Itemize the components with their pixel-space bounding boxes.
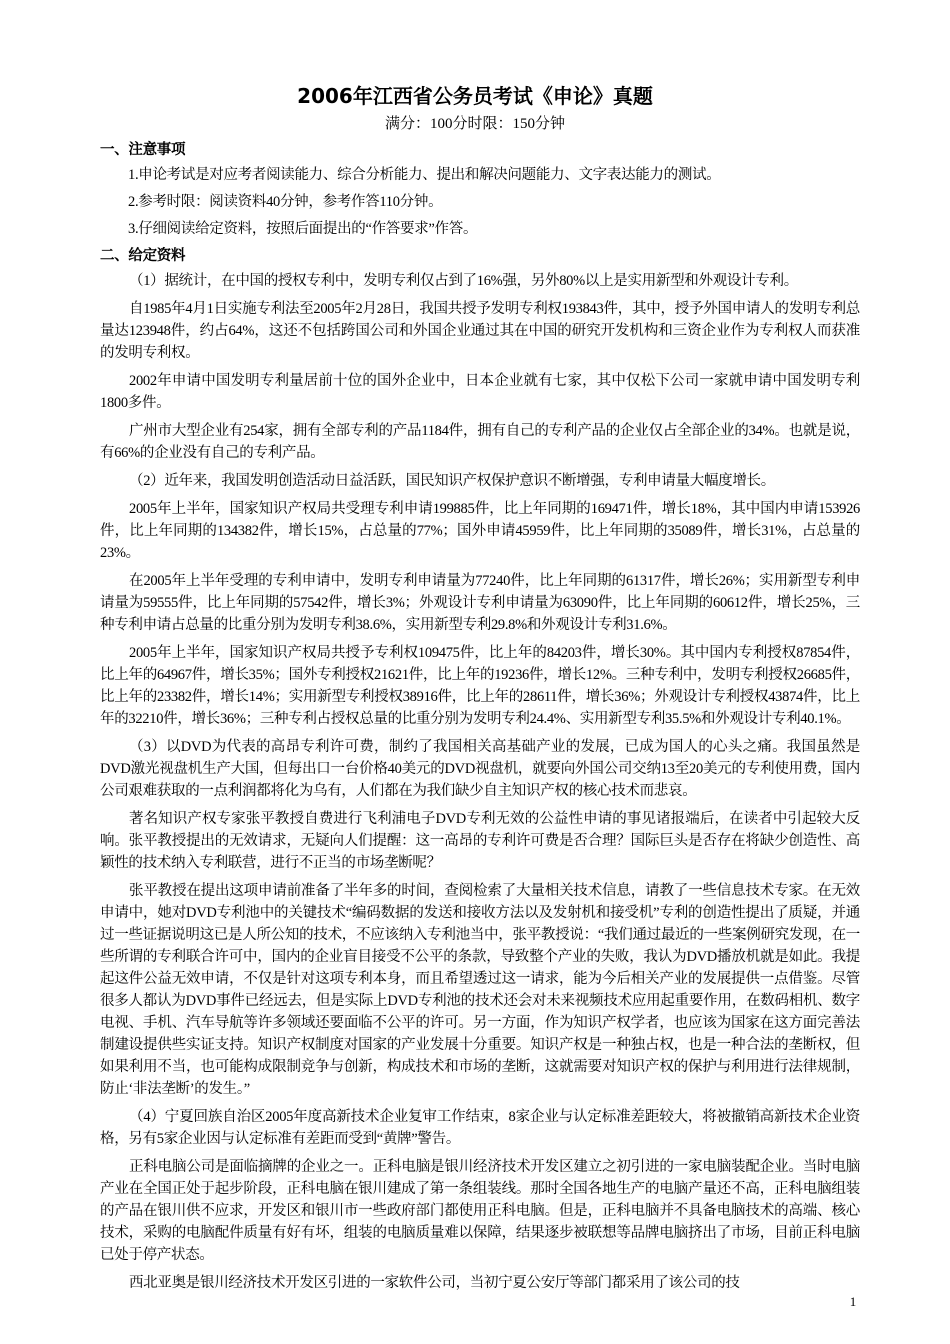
note-item: 2.参考时限：阅读资料40分钟，参考作答110分钟。 [128, 194, 443, 210]
material-paragraph: 正科电脑公司是面临摘牌的企业之一。正科电脑是银川经济技术开发区建立之初引进的一家电脑装配企业。当时电脑产业在全国正处于起步阶段，正科电脑在银川建成了第一条组装线。那时全国各地生产的电脑产量还不高，正科电脑组装的产品在银川供不应求，开发区和银川市一些政府部门都使用正科电脑。但是，正科电脑并不具备电脑技术的高端、核心技术，采购的电脑配件质量有好有坏，组装的电脑质量难以保障，结果逐步被联想等品牌电脑挤出了市场，目前正科电脑已处于停产状态。 [100, 1159, 860, 1263]
section-heading-materials: 二、给定资料 [100, 248, 186, 264]
material-paragraph: （4）宁夏回族自治区2005年度高新技术企业复审工作结束，8家企业与认定标准差距较大，将被撤销高新技术企业资格，另有5家企业因与认定标准有差距而受到“黄牌”警告。 [100, 1109, 860, 1147]
material-paragraph: 著名知识产权专家张平教授自费进行飞利浦电子DVD专利无效的公益性申请的事见诸报端后，在读者中引起较大反响。张平教授提出的无效请求，无疑向人们提醒：这一高昂的专利许可费是否合理？国际巨头是否存在将缺少创造性、高颖性的技术纳入专利联营，进行不正当的市场垄断呢？ [100, 811, 860, 871]
material-paragraph: 自1985年4月1日实施专利法至2005年2月28日，我国共授予发明专利权193843件，其中，授予外国申请人的发明专利总量达123948件，约占64%，这还不包括跨国公司和外国企业通过其在中国的研究开发机构和三资企业作为专利权人而获准的发明专利权。 [100, 301, 860, 361]
note-item: 1.申论考试是对应考者阅读能力、综合分析能力、提出和解决问题能力、文字表达能力的测试。 [128, 167, 721, 183]
page-number: 1 [849, 1294, 857, 1309]
document-body [100, 137, 860, 1300]
material-paragraph: 2002年申请中国发明专利量居前十位的国外企业中，日本企业就有七家，其中仅松下公司一家就申请中国发明专利1800多件。 [100, 373, 860, 411]
page-title: 2006年江西省公务员考试《申论》真题 [297, 84, 653, 108]
material-paragraph: （1）据统计，在中国的授权专利中，发明专利仅占到了16%强，另外80%以上是实用新型和外观设计专利。 [129, 273, 798, 289]
material-paragraph: 张平教授在提出这项申请前准备了半年多的时间，查阅检索了大量相关技术信息，请教了一些信息技术专家。在无效申请中，她对DVD专利池中的关键技术“编码数据的发送和接收方法以及发射机和接受机”专利的创造性提出了质疑，并通过一些证据说明这已是人所公知的技术，不应该纳入专利池当中，张平教授说：“我们通过最近的一些案例研究发现，在一些所谓的专利联合许可中，国内的企业盲目接受不公平的条款，导致整个产业的失败，我认为DVD播放机就是如此。我提起这件公益无效申请，不仅是针对这项专利本身，而且希望透过这一请求，能为今后相关产业的发展提供一点借鉴。尽管很多人都认为DVD事件已经远去，但是实际上DVD专利池的技术还会对未来视频技术应用起重要作用，在数码相机、数字电视、手机、汽车导航等许多领域还要面临不公平的许可。另一方面，作为知识产权学者，也应该为国家在这方面完善法制建设提供些实证支持。知识产权制度对国家的产业发展十分重要。知识产权是一种独占权，也是一种合法的垄断权，但如果利用不当，也可能构成限制竞争与创新，构成技术和市场的垄断，这就需要对知识产权的保护与利用进行法律规制，防止‘非法垄断’的发生。” [100, 883, 860, 1097]
material-paragraph: 2005年上半年，国家知识产权局共受理专利申请199885件，比上年同期的169471件，增长18%，其中国内申请153926件，比上年同期的134382件，增长15%，占总量的77%；国外申请45959件，比上年同期的35089件，增长31%，占总量的23%。 [100, 501, 860, 561]
note-item: 3.仔细阅读给定资料，按照后面提出的“作答要求”作答。 [128, 221, 478, 237]
material-paragraph: 在2005年上半年受理的专利申请中，发明专利申请量为77240件，比上年同期的61317件，增长26%；实用新型专利申请量为59555件，比上年同期的57542件，增长3%；外观设计专利申请量为63090件，比上年同期的60612件，增长25%，三种专利申请占总量的比重分别为发明专利38.6%，实用新型专利29.8%和外观设计专利31.6%。 [100, 573, 860, 633]
exam-info: 满分：100分时限：150分钟 [384, 116, 565, 132]
material-paragraph: 西北亚奥是银川经济技术开发区引进的一家软件公司，当初宁夏公安厅等部门都采用了该公司的技 [129, 1275, 740, 1291]
material-paragraph: （2）近年来，我国发明创造活动日益活跃，国民知识产权保护意识不断增强，专利申请量大幅度增长。 [129, 473, 775, 489]
material-paragraph: （3）以DVD为代表的高昂专利许可费，制约了我国相关高基础产业的发展，已成为国人的心头之痛。我国虽然是DVD激光视盘机生产大国，但每出口一台价格40美元的DVD视盘机，就要向外国公司交纳13至20美元的专利使用费，国内公司艰难获取的一点利润都将化为乌有，人们都在为我们缺少自主知识产权的核心技术而悲哀。 [100, 739, 860, 799]
material-paragraph: 2005年上半年，国家知识产权局共授予专利权109475件，比上年的84203件，增长30%。其中国内专利授权87854件，比上年的64967件，增长35%；国外专利授权21621件，比上年的19236件，增长12%。三种专利中，发明专利授权26685件，比上年的23382件，增长14%；实用新型专利授权38916件，比上年的28611件，增长36%；外观设计专利授权43874件，比上年的32210件，增长36%；三种专利占授权总量的比重分别为发明专利24.4%、实用新型专利35.5%和外观设计专利40.1%。 [100, 645, 860, 727]
section-heading-notes: 一、注意事项 [100, 142, 186, 158]
material-paragraph: 广州市大型企业有254家，拥有全部专利的产品1184件，拥有自己的专利产品的企业仅占全部企业的34%。也就是说，有66%的企业没有自己的专利产品。 [100, 423, 860, 461]
